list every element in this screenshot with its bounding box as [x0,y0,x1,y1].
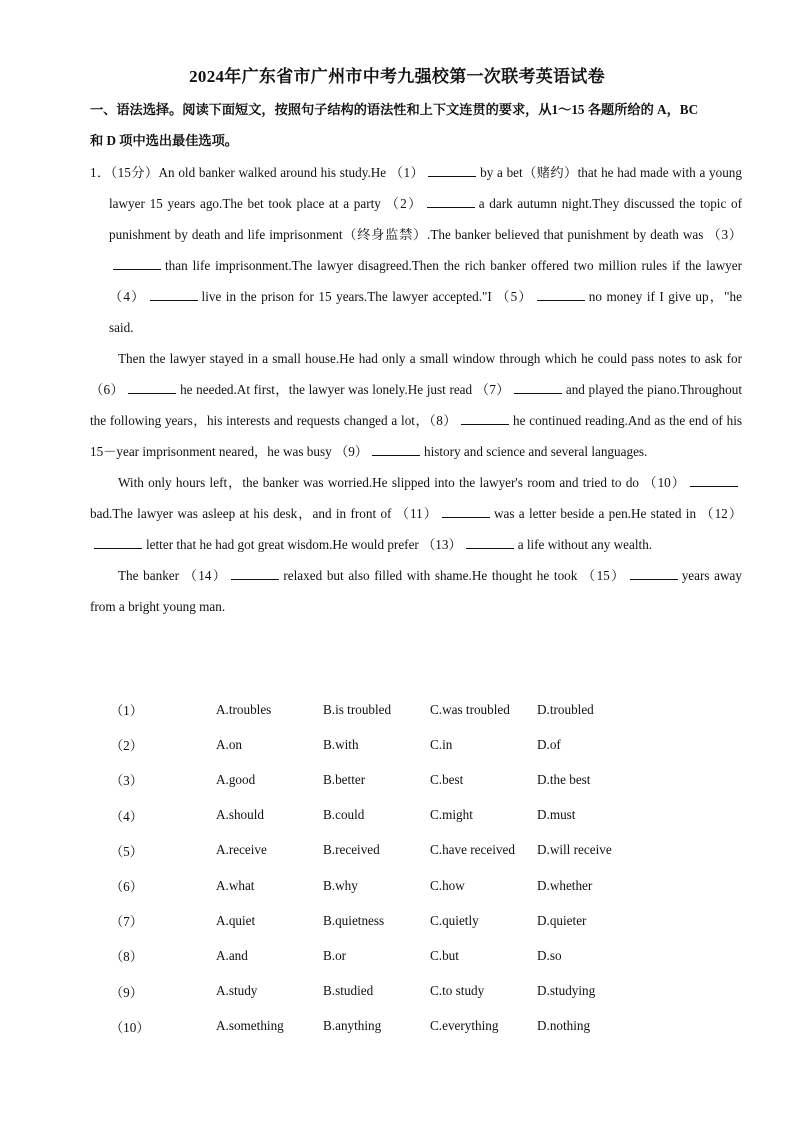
blank-3 [113,257,161,270]
paragraph-4: The banker （14） relaxed but also filled with shame.He thought he took （15） years away from a bright young man. [90,568,742,614]
option-d: D.the best [537,771,591,787]
option-c: C.to study [430,983,485,999]
blank-13 [466,536,514,549]
blank-9 [372,443,420,456]
option-b: B.with [323,736,359,752]
option-row: （3） A.good B.better C.best D.the best [110,762,650,797]
option-a: A.good [216,771,256,787]
option-d: D.whether [537,877,593,893]
blank-5 [537,288,585,301]
option-row: （8） A.and B.or C.but D.so [110,938,650,973]
page-title: 2024年广东省市广州市中考九强校第一次联考英语试卷 [189,67,605,86]
option-a: A.troubles [216,701,272,717]
options-table [110,692,650,1044]
option-a: A.receive [216,842,267,858]
option-a: A.on [216,736,243,752]
option-a: A.study [216,983,258,999]
option-b: B.or [323,947,347,963]
blank-1 [428,164,476,177]
option-a: A.what [216,877,255,893]
option-row: （1） A.troubles B.is troubled C.was troubled D.troubled [110,692,650,727]
option-b: B.studied [323,983,374,999]
blank-10 [690,474,738,487]
option-d: D.troubled [537,701,594,717]
option-c: C.how [430,877,465,893]
paragraph-1: 1．（15分）An old banker walked around his study.He （1） by a bet（赌约）that he had made with a young lawyer 15 years ago.The bet took place at a party （2） a dark autumn night.They discussed the topic of punishment by death and life imprisonment（终身监禁）.The banker believed that punishment by death was （3）than life imprisonment.The lawyer disagreed.Then the rich banker offered two million rules if the lawyer （4） live in the prison for 15 years.The lawyer accepted."I （5） no money if I give up，"he said. [90,165,743,335]
blank-6 [128,381,176,394]
option-d: D.quieter [537,912,587,928]
option-c: C.in [430,736,453,752]
option-b: B.could [323,807,365,823]
option-row: （10） A.something B.anything C.everything D.nothing [110,1009,650,1044]
option-d: D.so [537,947,562,963]
option-c: C.best [430,771,464,787]
blank-8 [461,412,509,425]
option-row: （2） A.on B.with C.in D.of [110,727,650,762]
option-b: B.anything [323,1018,382,1034]
passage [90,157,742,622]
blank-2 [427,195,475,208]
option-b: B.why [323,877,358,893]
option-b: B.better [323,771,366,787]
blank-12 [94,536,142,549]
section-line-1: 一、语法选择。阅读下面短文，按照句子结构的语法性和上下文连贯的要求，从1～15 各题所给的 A，BC [90,102,699,117]
option-d: D.must [537,807,576,823]
option-row: （9） A.study B.studied C.to study D.studying [110,974,650,1009]
option-d: D.nothing [537,1018,591,1034]
section-line-2: 和 D 项中选出最佳选项。 [90,133,238,148]
option-a: A.something [216,1018,284,1034]
option-c: C.was troubled [430,701,510,717]
blank-4 [150,288,198,301]
blank-15 [630,567,678,580]
paragraph-2: Then the lawyer stayed in a small house.He had only a small window through which he could pass notes to ask for （6） he needed.At first，the lawyer was lonely.He just read （7） and played the piano.Throughout the following years，his interests and requests changed a lot，（8） he continued reading.And as the end of his 15－year imprisonment neared，he was busy （9） history and science and several languages. [90,351,743,459]
blank-7 [514,381,562,394]
option-row: （6） A.what B.why C.how D.whether [110,868,650,903]
option-d: D.studying [537,983,596,999]
option-row: （5） A.receive B.received C.have received D.will receive [110,833,650,868]
option-d: D.will receive [537,842,612,858]
option-row: （4） A.should B.could C.might D.must [110,798,650,833]
option-c: C.everything [430,1018,499,1034]
option-b: B.received [323,842,380,858]
paragraph-3: With only hours left，the banker was worried.He slipped into the lawyer's room and tried to do （10）bad.The lawyer was asleep at his desk，and in front of （11） was a letter beside a pen.He stated in （12）letter that he had got great wisdom.He would prefer （13） a life without any wealth. [90,475,743,552]
option-c: C.but [430,947,459,963]
option-c: C.quietly [430,912,479,928]
option-b: B.quietness [323,912,385,928]
option-a: A.quiet [216,912,256,928]
question-number: 1．（15分） [90,165,159,180]
option-a: A.should [216,807,264,823]
option-c: C.have received [430,842,515,858]
blank-11 [442,505,490,518]
blank-14 [231,567,279,580]
option-c: C.might [430,807,473,823]
section-instructions [90,94,742,156]
option-d: D.of [537,736,561,752]
option-b: B.is troubled [323,701,392,717]
option-a: A.and [216,947,248,963]
option-row: （7） A.quiet B.quietness C.quietly D.quieter [110,903,650,938]
